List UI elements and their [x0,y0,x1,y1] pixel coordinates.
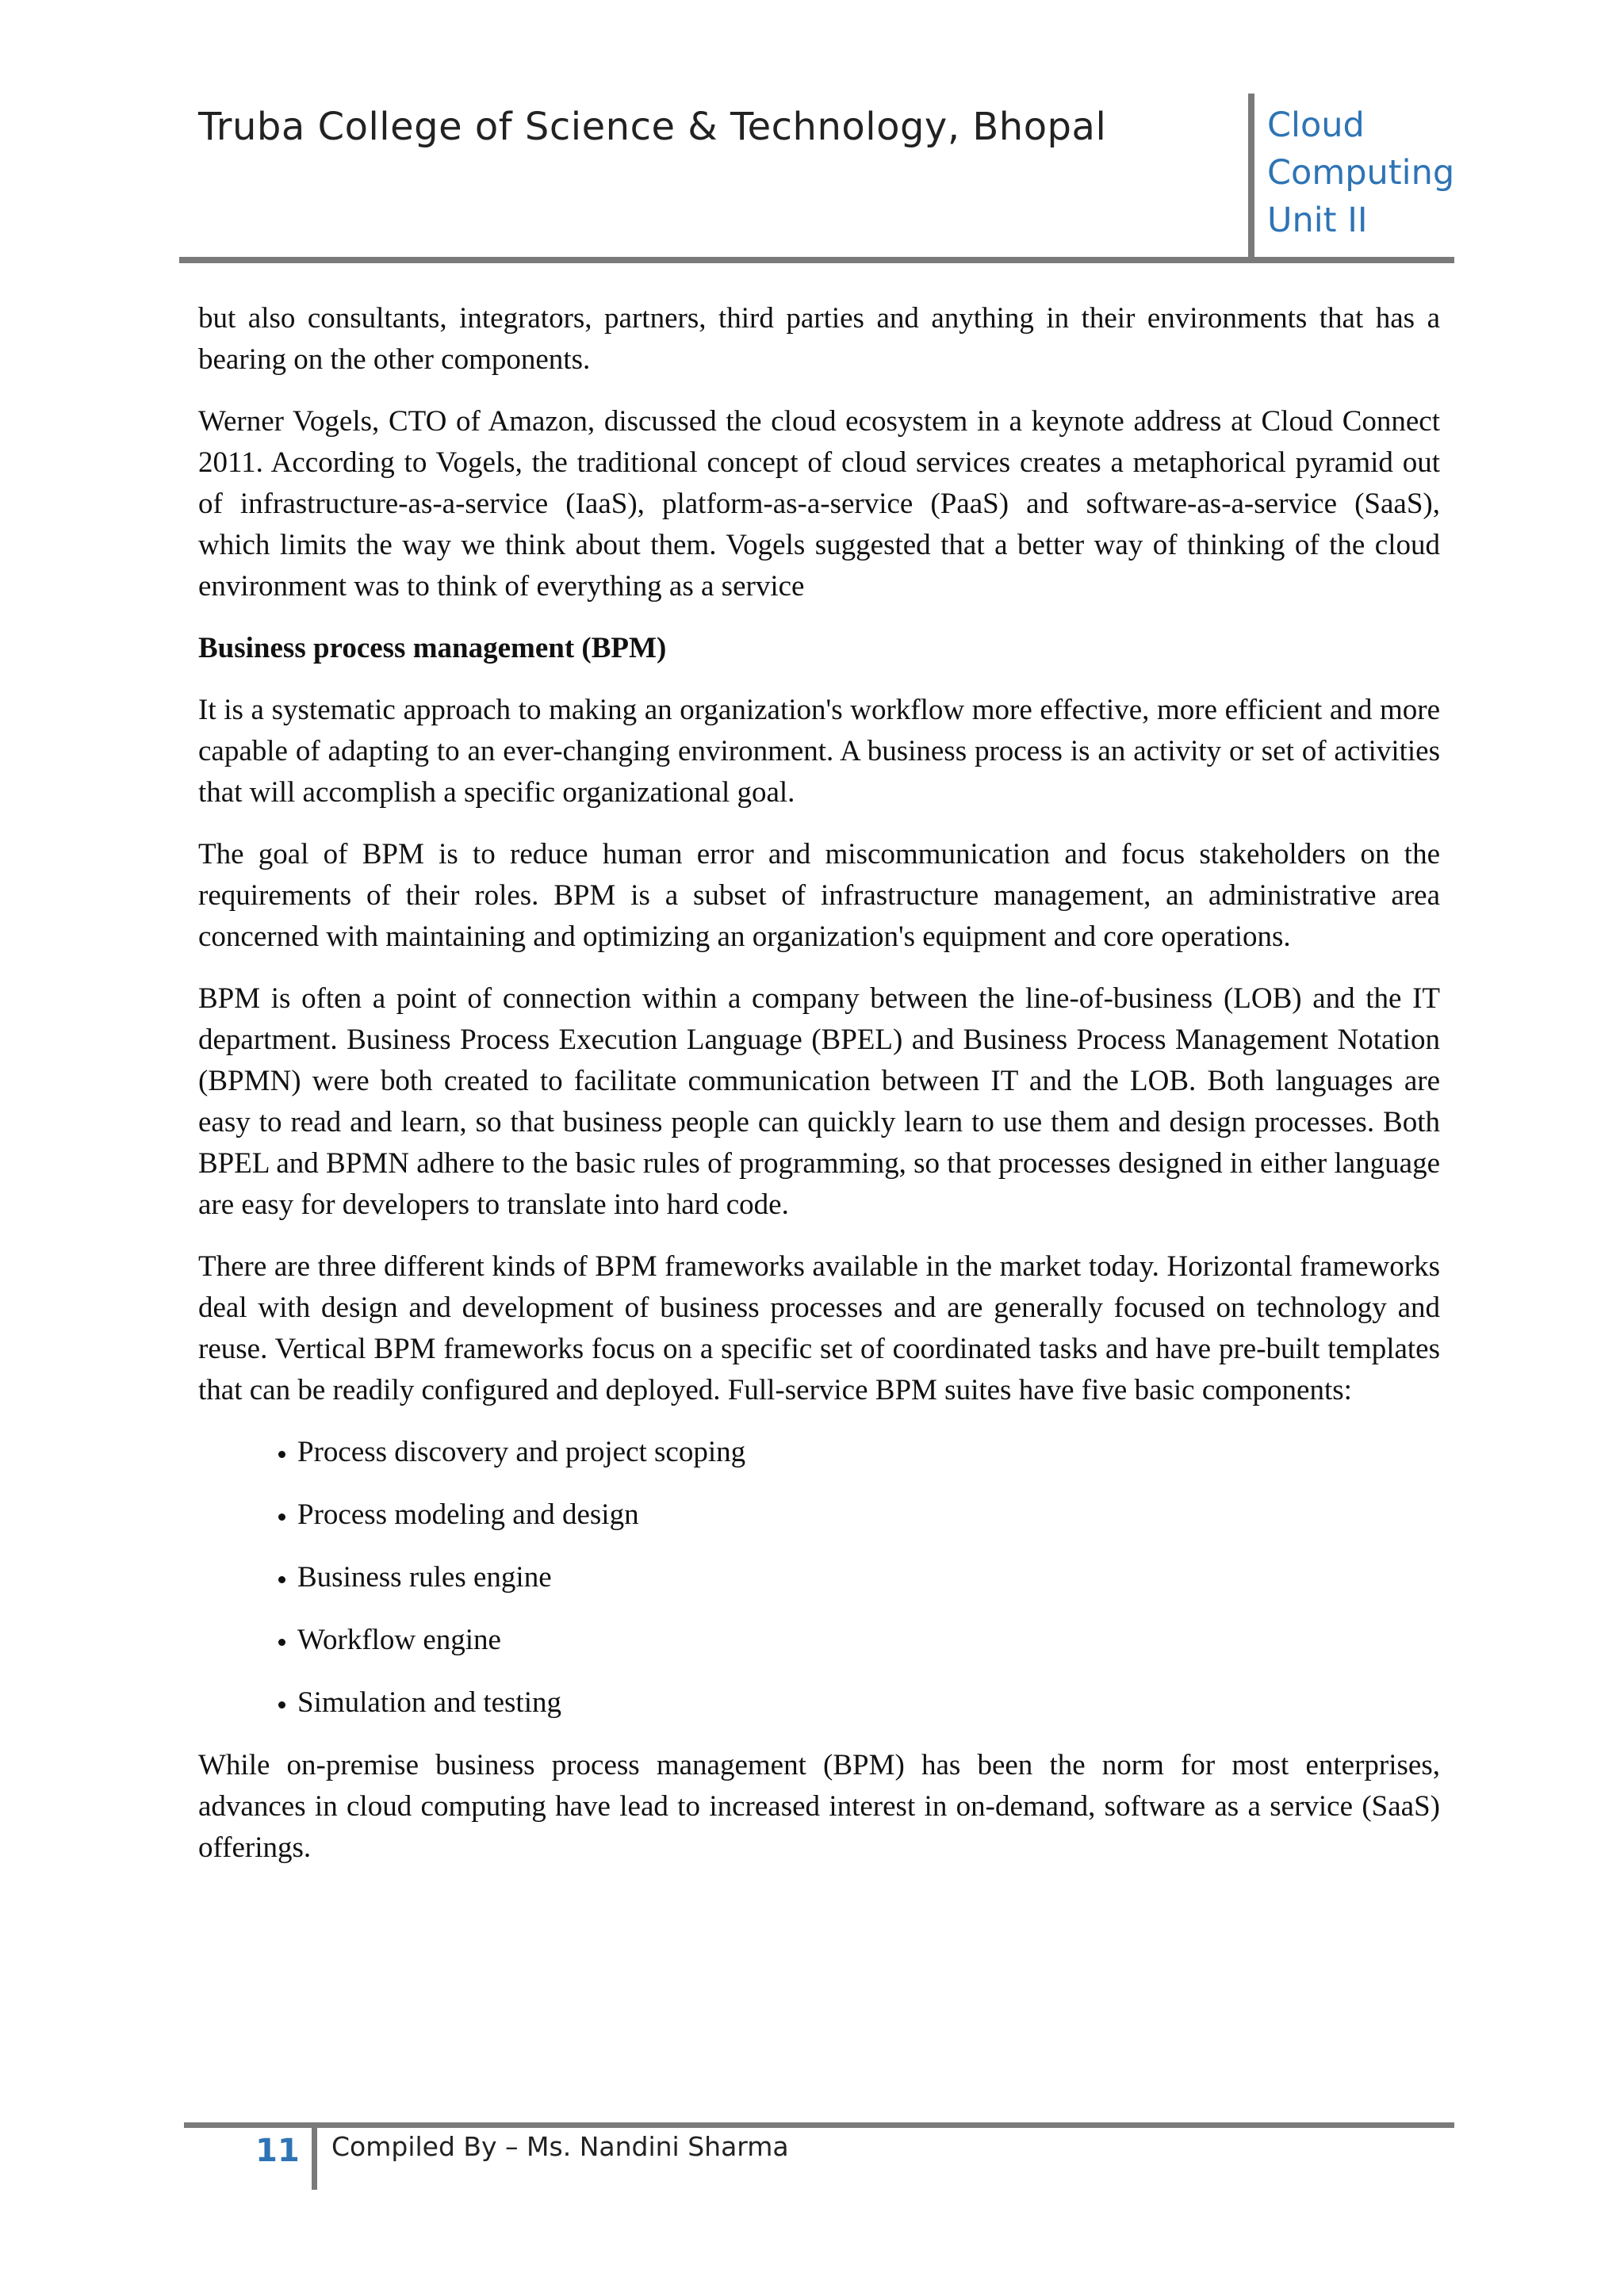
subject-line-3: Unit II [1267,201,1368,240]
paragraph-5: BPM is often a point of connection within a company between the line-of-business (LOB) and the IT department. Business Process Execution Language (BPEL) and Business Process Management Notation (BPMN) were both created to facilitate communication between IT and the LOB. Both languages are easy to read and learn, so that business people can quickly learn to use them and design processes. Both BPEL and BPMN adhere to the basic rules of programming, so that processes designed in either language are easy for developers to translate into hard code. [198,982,1440,1221]
header-rule [179,257,1454,263]
paragraph-6: There are three different kinds of BPM frameworks available in the market today. Horizontal frameworks deal with design and development of business processes and are generally focused on technology and reuse. Vertical BPM frameworks focus on a specific set of coordinated tasks and have pre-built templates that can be readily configured and deployed. Full-service BPM suites have five basic components: [198,1250,1440,1406]
list-item: • Simulation and testing [297,1682,1440,1724]
list-item: • Process modeling and design [297,1494,1440,1536]
compiled-by: Compiled By – Ms. Nandini Sharma [331,2131,789,2162]
list-item: • Process discovery and project scoping [297,1432,1440,1473]
footer-vertical-divider [312,2125,317,2190]
subject-line-2: Computing [1267,153,1455,193]
paragraph-1: but also consultants, integrators, partners, third parties and anything in their environments that has a bearing on the other components. [198,302,1440,376]
institution-name: Truba College of Science & Technology, Bhopal [198,105,1107,149]
header-vertical-divider [1248,94,1254,260]
list-item: • Business rules engine [297,1557,1440,1598]
page-number: 11 [255,2133,300,2169]
footer-rule [184,2122,1454,2128]
paragraph-3: It is a systematic approach to making an organization's workflow more effective, more efficient and more capable of adapting to an ever-changing environment. A business process is an activity or set of activities that will accomplish a specific organizational goal. [198,694,1440,809]
list-item: • Workflow engine [297,1620,1440,1661]
paragraph-2: Werner Vogels, CTO of Amazon, discussed the cloud ecosystem in a keynote address at Cloud Connect 2011. According to Vogels, the traditional concept of cloud services creates a metaphorical pyramid out of infrastructure-as-a-service (IaaS), platform-as-a-service (PaaS) and software-as-a-service (SaaS), which limits the way we think about them. Vogels suggested that a better way of thinking of the cloud environment was to think of everything as a service [198,405,1440,603]
bpm-components-list [198,1432,1440,1724]
section-heading: Business process management (BPM) [198,632,667,664]
page-body [198,298,1440,1889]
paragraph-4: The goal of BPM is to reduce human error and miscommunication and focus stakeholders on the requirements of their roles. BPM is a subset of infrastructure management, an administrative area concerned with maintaining and optimizing an organization's equipment and core operations. [198,838,1440,953]
subject-title [1267,101,1454,244]
paragraph-7: While on-premise business process management (BPM) has been the norm for most enterprises, advances in cloud computing have lead to increased interest in on-demand, software as a service (SaaS) offerings. [198,1749,1440,1864]
subject-line-1: Cloud [1267,105,1365,145]
